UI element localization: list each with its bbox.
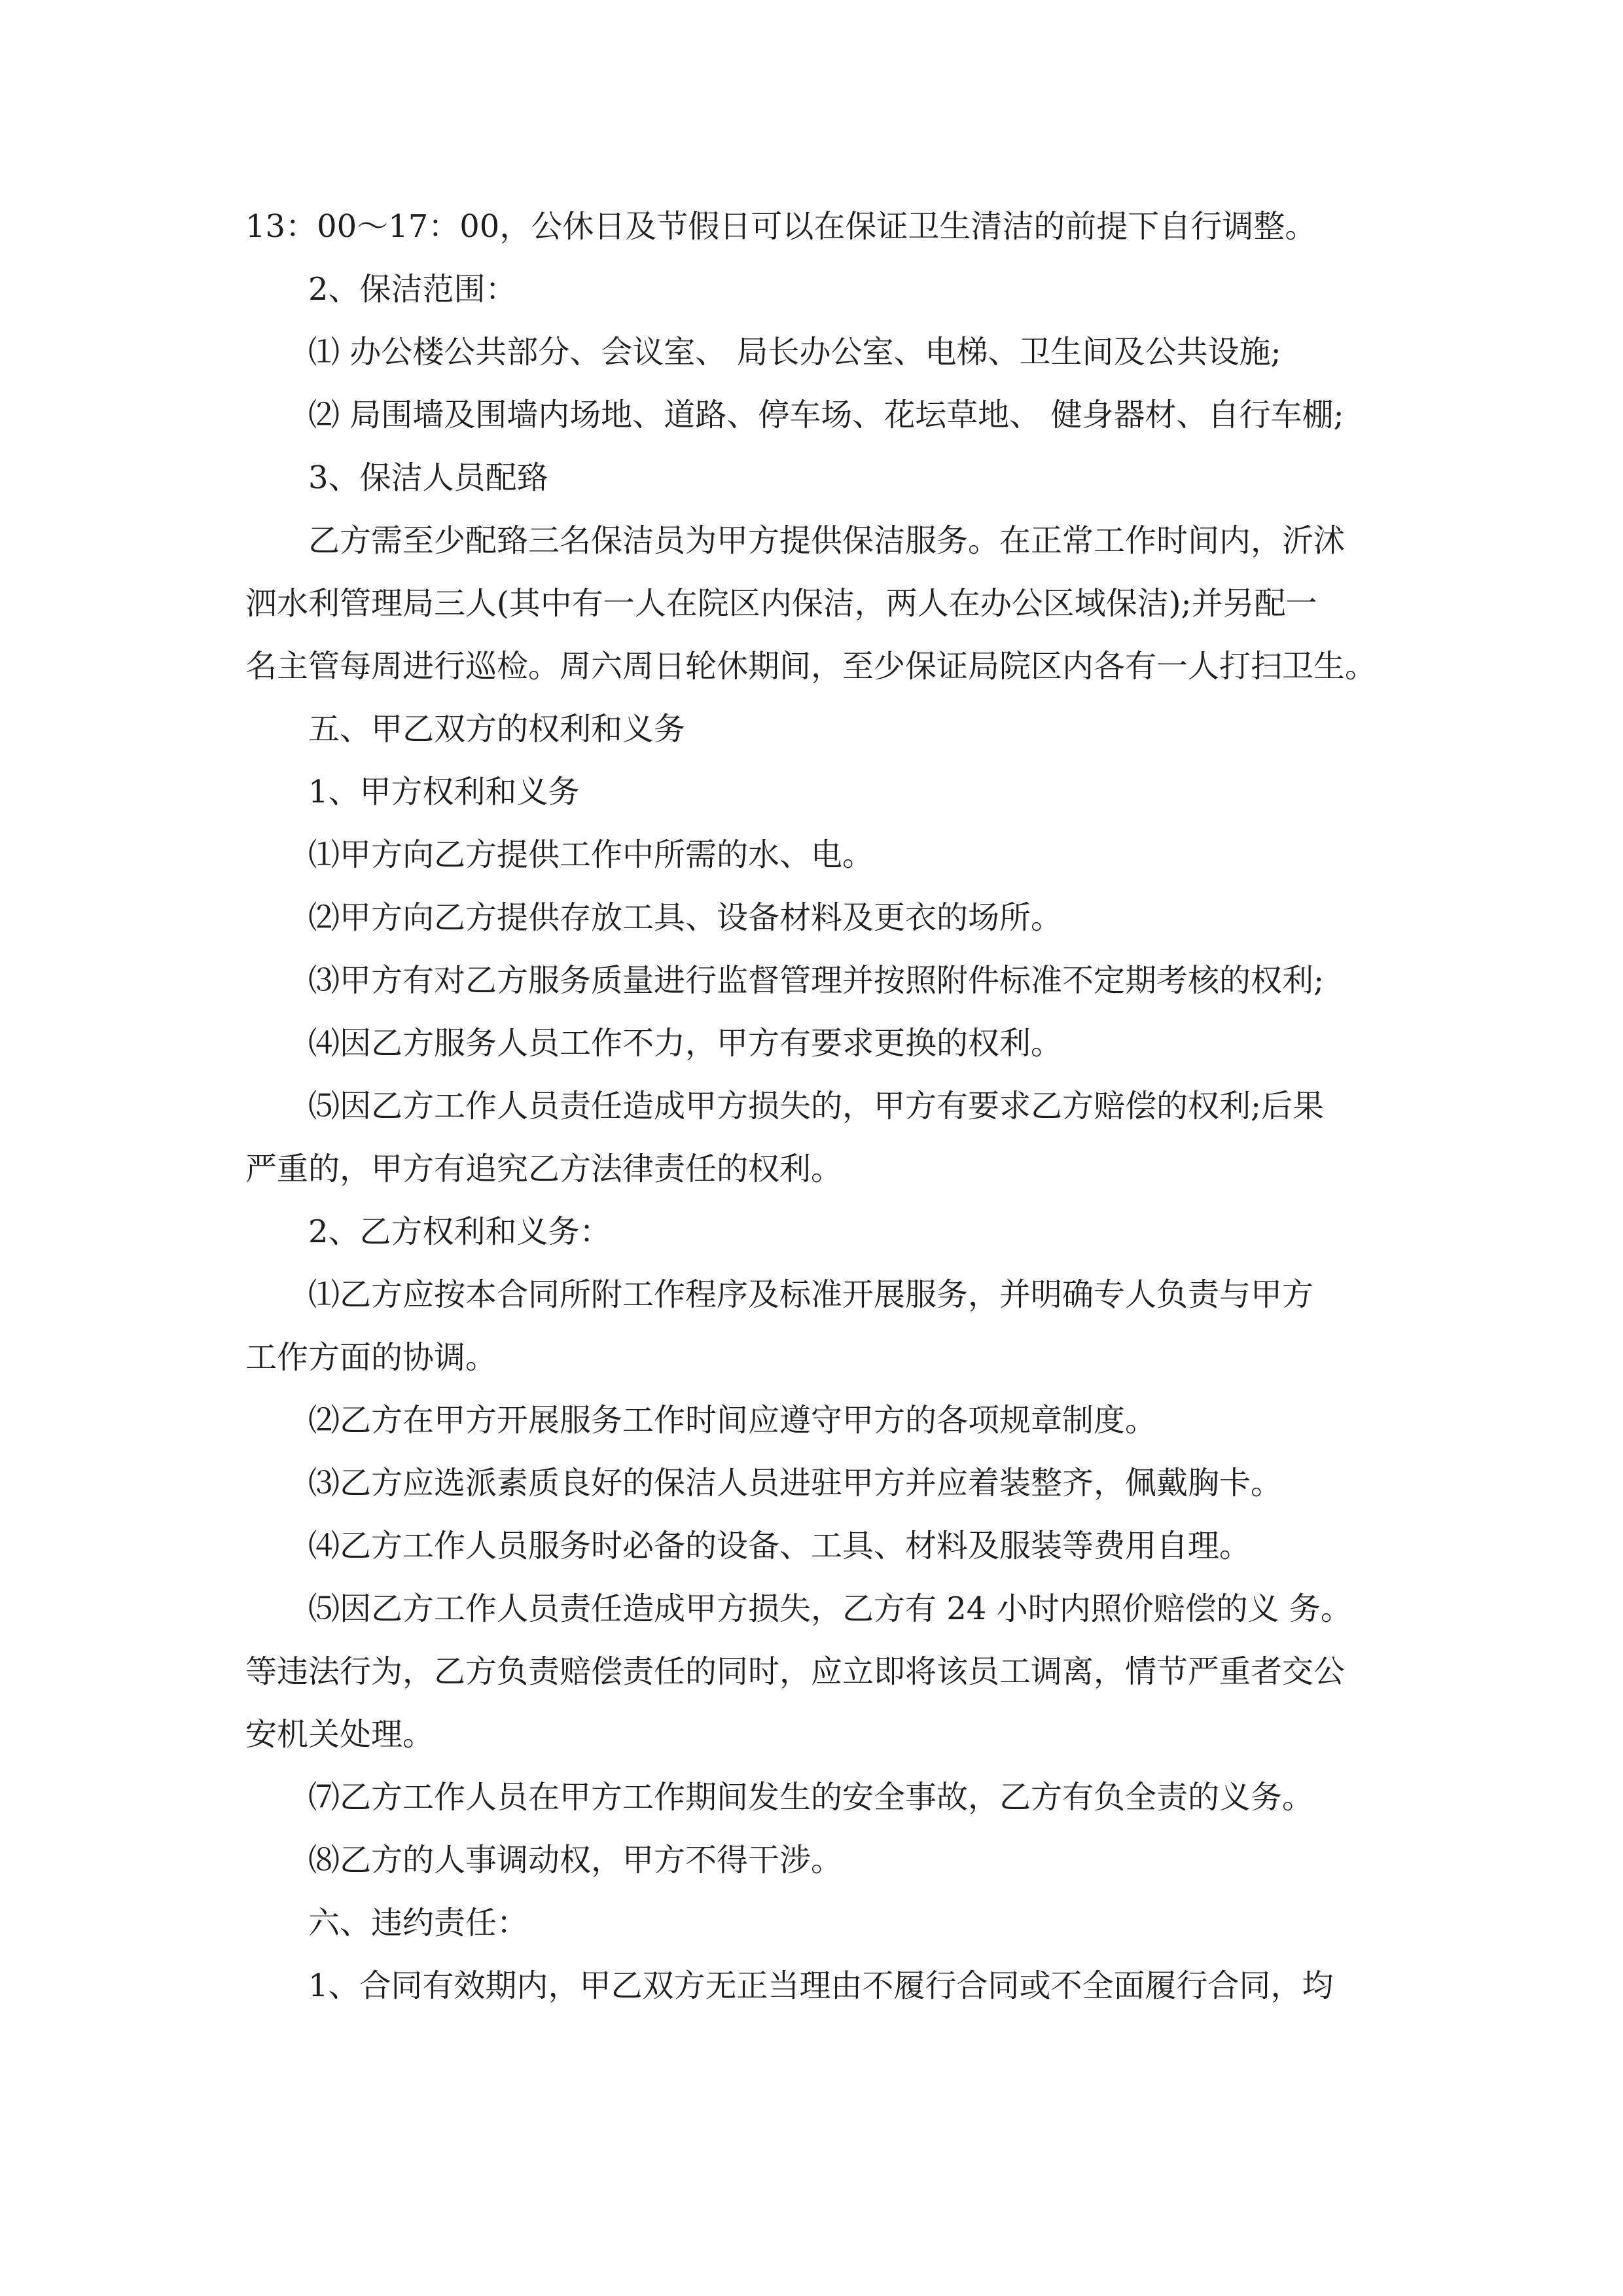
text-line: 名主管每周进行巡检。周六周日轮休期间，至少保证局院区内各有一人打扫卫生。 <box>245 648 1377 685</box>
text-line: ⑴乙方应按本合同所附工作程序及标准开展服务，并明确专人负责与甲方 <box>308 1276 1314 1313</box>
section-heading: 五、甲乙双方的权利和义务 <box>308 711 686 747</box>
text-line: ⑷因乙方服务人员工作不力，甲方有要求更换的权利。 <box>308 1025 1063 1062</box>
section-heading: 3、保洁人员配臵 <box>308 459 548 496</box>
text-line: ⑴甲方向乙方提供工作中所需的水、电。 <box>308 836 874 873</box>
text-line: 工作方面的协调。 <box>245 1339 497 1376</box>
text-line: 1、合同有效期内，甲乙双方无正当理由不履行合同或不全面履行合同，均 <box>308 1967 1334 2004</box>
text-line: 严重的，甲方有追究乙方法律责任的权利。 <box>245 1151 843 1187</box>
text-line: ⑻乙方的人事调动权，甲方不得干涉。 <box>308 1842 843 1878</box>
text-line: ⑵甲方向乙方提供存放工具、设备材料及更衣的场所。 <box>308 899 1063 936</box>
text-line: ⑸因乙方工作人员责任造成甲方损失，乙方有 24 小时内照价赔偿的义 务。 <box>308 1590 1352 1627</box>
section-heading: 2、乙方权利和义务： <box>308 1213 611 1250</box>
section-heading: 六、违约责任： <box>308 1905 529 1941</box>
text-line: ⑺乙方工作人员在甲方工作期间发生的安全事故，乙方有负全责的义务。 <box>308 1779 1314 1816</box>
text-line: ⑵乙方在甲方开展服务工作时间应遵守甲方的各项规章制度。 <box>308 1402 1157 1439</box>
text-line: 安机关处理。 <box>245 1716 435 1753</box>
text-line: 泗水利管理局三人(其中有一人在院区内保洁，两人在办公区域保洁);并另配一 <box>245 585 1317 622</box>
text-line: ⑶甲方有对乙方服务质量进行监督管理并按照附件标准不定期考核的权利; <box>308 962 1325 999</box>
text-line: ⑵ 局围墙及围墙内场地、道路、停车场、花坛草地、 健身器材、自行车棚; <box>308 397 1344 433</box>
text-line: 等违法行为，乙方负责赔偿责任的同时，应立即将该员工调离，情节严重者交公 <box>245 1653 1346 1690</box>
text-line: ⑸因乙方工作人员责任造成甲方损失的，甲方有要求乙方赔偿的权利;后果 <box>308 1088 1325 1124</box>
document-body <box>245 195 1378 2017</box>
text-line: ⑴ 办公楼公共部分、会议室、 局长办公室、电梯、卫生间及公共设施; <box>308 334 1281 370</box>
section-heading: 1、甲方权利和义务 <box>308 774 580 810</box>
text-line: 13：00～17：00，公休日及节假日可以在保证卫生清洁的前提下自行调整。 <box>245 208 1317 245</box>
text-line: ⑶乙方应选派素质良好的保洁人员进驻甲方并应着装整齐，佩戴胸卡。 <box>308 1465 1283 1501</box>
text-line: 乙方需至少配臵三名保洁员为甲方提供保洁服务。在正常工作时间内，沂沭 <box>308 522 1346 559</box>
text-line: 2、保洁范围： <box>308 271 517 308</box>
text-line: ⑷乙方工作人员服务时必备的设备、工具、材料及服装等费用自理。 <box>308 1528 1251 1564</box>
